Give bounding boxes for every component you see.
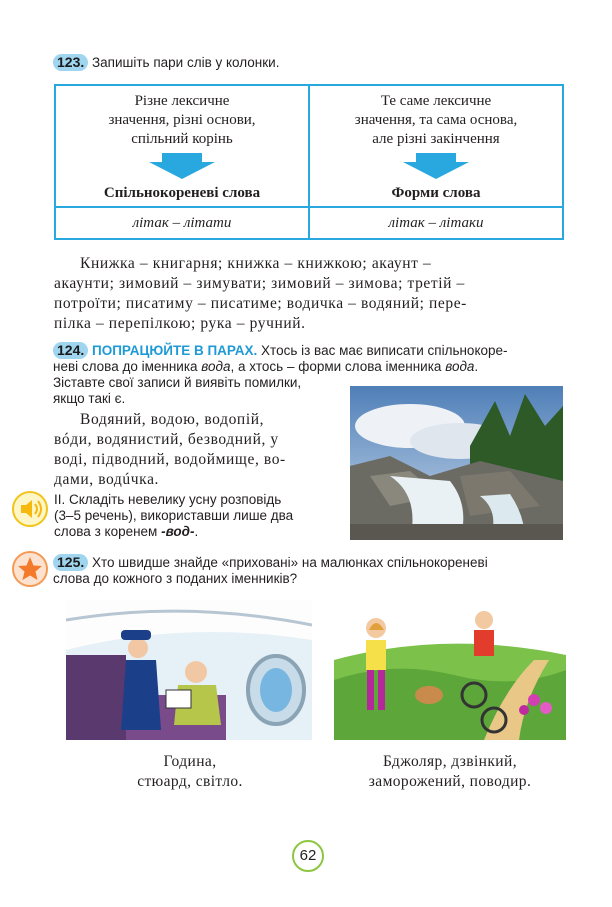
task-text: Хто швидше знайде «приховані» на малюнках спільнокореневі bbox=[92, 555, 488, 570]
caption-right bbox=[340, 752, 560, 792]
task-text: якщо такі є. bbox=[53, 391, 126, 406]
caption-line: заморожений, поводир. bbox=[368, 773, 532, 790]
column-desc-line: але різні закінчення bbox=[372, 131, 500, 147]
task-text: слова до кожного з поданих іменників? bbox=[53, 571, 298, 586]
text-line: Книжка – книгарня; книжка – книжкою; акаунт – bbox=[80, 255, 432, 272]
task-text: Зіставте свої записи й виявіть помилки, bbox=[53, 375, 302, 390]
column-left bbox=[55, 85, 309, 207]
caption-left bbox=[90, 752, 290, 792]
arrow-down-icon bbox=[149, 153, 215, 179]
task-instruction: Запишіть пари слів у колонки. bbox=[92, 55, 280, 70]
column-desc-line: спільний корінь bbox=[131, 131, 233, 147]
task-text: Хтось із вас має виписати спільнокоре- bbox=[261, 343, 508, 358]
text-line: Водяний, водою, водопій, bbox=[80, 411, 265, 428]
text-line: акаунти; зимовий – зимувати; зимовий – зимова; третій – bbox=[54, 275, 465, 292]
column-desc-line: значення, різні основи, bbox=[108, 112, 256, 128]
caption-line: Година, bbox=[163, 753, 217, 770]
task-text: неві слова до іменника bbox=[53, 359, 202, 374]
arrow-down-icon bbox=[403, 153, 469, 179]
task-heading: ПОПРАЦЮЙТЕ В ПАРАХ. bbox=[92, 343, 258, 358]
task-text: слова з коренем bbox=[54, 524, 162, 539]
columns-table bbox=[54, 84, 564, 240]
column-desc-line: значення, та сама основа, bbox=[354, 112, 518, 128]
column-desc-line: Різне лексичне bbox=[134, 93, 230, 109]
star-icon bbox=[11, 550, 49, 588]
text-line: потроїти; писатиму – писатиме; водичка – водяний; пере- bbox=[54, 295, 467, 312]
root-word: -вод- bbox=[161, 524, 195, 539]
text-line: дами, водúчка. bbox=[54, 471, 160, 488]
task-text: , а хтось – форми слова іменника bbox=[230, 359, 446, 374]
caption-line: стюард, світло. bbox=[137, 773, 243, 790]
emphasis-word: вода bbox=[445, 359, 475, 374]
example-right: літак – літаки bbox=[309, 207, 563, 239]
task-number-badge: 124. bbox=[53, 342, 88, 359]
task-text: . bbox=[474, 359, 479, 374]
park-scene-image bbox=[334, 600, 566, 740]
column-right bbox=[309, 85, 563, 207]
word-pairs-text bbox=[54, 254, 564, 334]
task-text: ІІ. Складіть невелику усну розповідь bbox=[54, 492, 282, 507]
column-title: Спільнокореневі слова bbox=[103, 185, 261, 201]
column-desc-line: Те саме лексичне bbox=[380, 93, 492, 109]
task-text: . bbox=[194, 524, 199, 539]
task-number-badge: 123. bbox=[53, 54, 88, 71]
task-text: (3–5 речень), використавши лише два bbox=[54, 508, 294, 523]
task-125-header bbox=[53, 554, 565, 587]
column-title: Форми слова bbox=[391, 185, 481, 201]
text-line: воді, підводний, водоймище, во- bbox=[54, 451, 286, 468]
task-number-badge: 125. bbox=[53, 554, 88, 571]
airplane-cabin-image bbox=[66, 600, 312, 740]
speaker-icon bbox=[11, 490, 49, 528]
emphasis-word: вода bbox=[201, 359, 231, 374]
caption-line: Бджоляр, дзвінкий, bbox=[383, 753, 517, 770]
task-124-part2 bbox=[54, 492, 339, 540]
text-line: вóди, водянистий, безводний, у bbox=[54, 431, 279, 448]
water-words-text bbox=[54, 410, 338, 490]
waterfall-image bbox=[350, 386, 563, 540]
task-123-header bbox=[53, 54, 279, 71]
text-line: пілка – перепілкою; рука – ручний. bbox=[54, 315, 306, 332]
page-number: 62 bbox=[292, 840, 324, 872]
example-left: літак – літати bbox=[55, 207, 309, 239]
